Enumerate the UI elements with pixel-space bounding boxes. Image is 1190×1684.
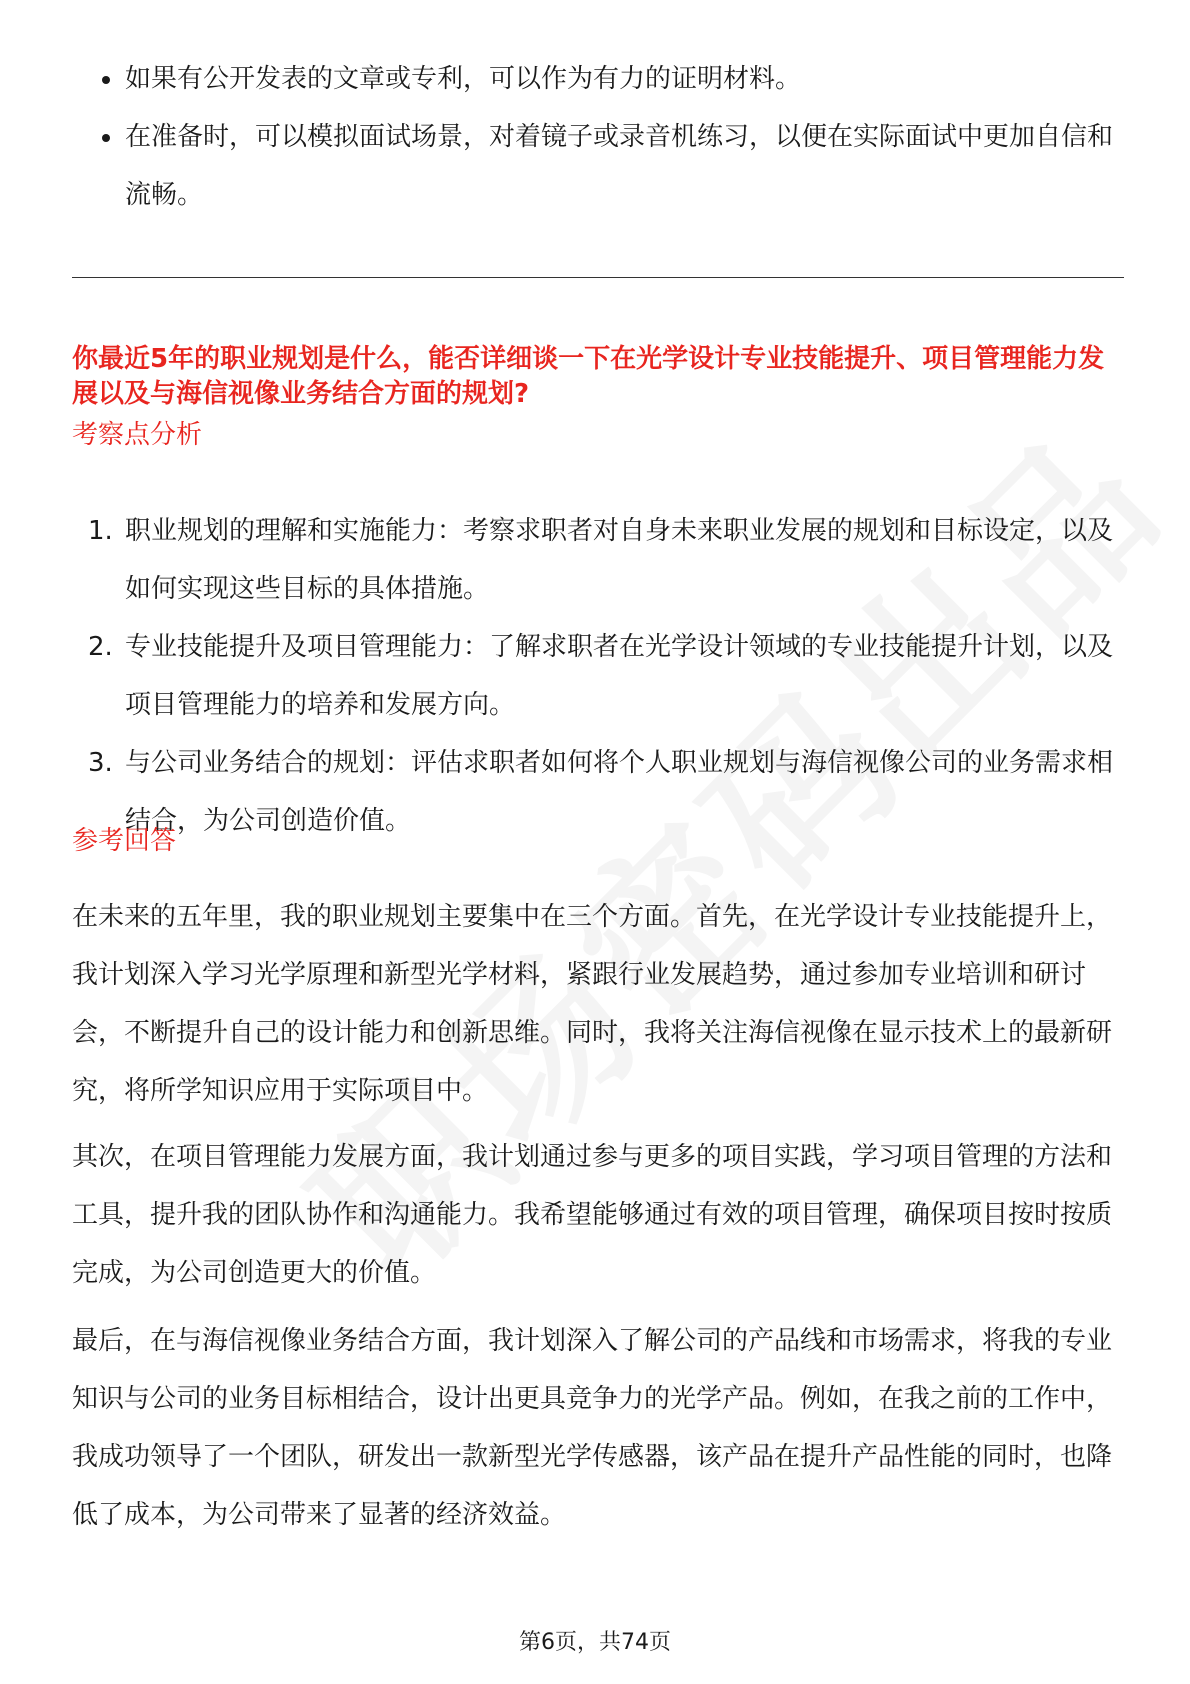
analysis-heading: 考察点分析 [72, 420, 203, 450]
bullet-text: 在准备时，可以模拟面试场景，对着镜子或录音机练习，以便在实际面试中更加自信和流畅。 [125, 122, 1114, 210]
item-number: 1. [88, 516, 113, 546]
analysis-item [72, 502, 1124, 618]
answer-paragraph: 在未来的五年里，我的职业规划主要集中在三个方面。首先，在光学设计专业技能提升上，我计划深入学习光学原理和新型光学材料，紧跟行业发展趋势，通过参加专业培训和研讨会，不断提升自己的设计能力和创新思维。同时，我将关注海信视像在显示技术上的最新研究，将所学知识应用于实际项目中。 [72, 902, 1113, 1106]
answer-heading: 参考回答 [72, 826, 177, 856]
bullet-item [72, 50, 1124, 108]
bullet-dot-icon [102, 134, 110, 142]
item-number: 2. [88, 632, 113, 662]
document-page [72, 50, 1124, 1530]
answer-paragraph: 其次，在项目管理能力发展方面，我计划通过参与更多的项目实践，学习项目管理的方法和工具，提升我的团队协作和沟通能力。我希望能够通过有效的项目管理，确保项目按时按质完成，为公司创造更大的价值。 [72, 1142, 1113, 1288]
tips-bullet-list [72, 50, 1124, 224]
item-number: 3. [88, 748, 113, 778]
answer-paragraph: 最后，在与海信视像业务结合方面，我计划深入了解公司的产品线和市场需求，将我的专业知识与公司的业务目标相结合，设计出更具竞争力的光学产品。例如，在我之前的工作中，我成功领导了一个团队，研发出一款新型光学传感器，该产品在提升产品性能的同时，也降低了成本，为公司带来了显著的经济效益。 [72, 1326, 1113, 1530]
analysis-item [72, 734, 1124, 850]
interview-question: 你最近5年的职业规划是什么，能否详细谈一下在光学设计专业技能提升、项目管理能力发展以及与海信视像业务结合方面的规划? [72, 344, 1105, 409]
bullet-dot-icon [102, 76, 110, 84]
bullet-item [72, 108, 1124, 224]
section-divider [72, 277, 1124, 278]
item-text: 职业规划的理解和实施能力：考察求职者对自身未来职业发展的规划和目标设定，以及如何实现这些目标的具体措施。 [125, 516, 1114, 604]
item-text: 与公司业务结合的规划：评估求职者如何将个人职业规划与海信视像公司的业务需求相结合，为公司创造价值。 [125, 748, 1114, 836]
bullet-text: 如果有公开发表的文章或专利，可以作为有力的证明材料。 [125, 64, 802, 94]
analysis-list [72, 502, 1124, 850]
page-number-footer: 第6页，共74页 [519, 1630, 671, 1655]
analysis-item [72, 618, 1124, 734]
item-text: 专业技能提升及项目管理能力：了解求职者在光学设计领域的专业技能提升计划，以及项目管理能力的培养和发展方向。 [125, 632, 1114, 720]
